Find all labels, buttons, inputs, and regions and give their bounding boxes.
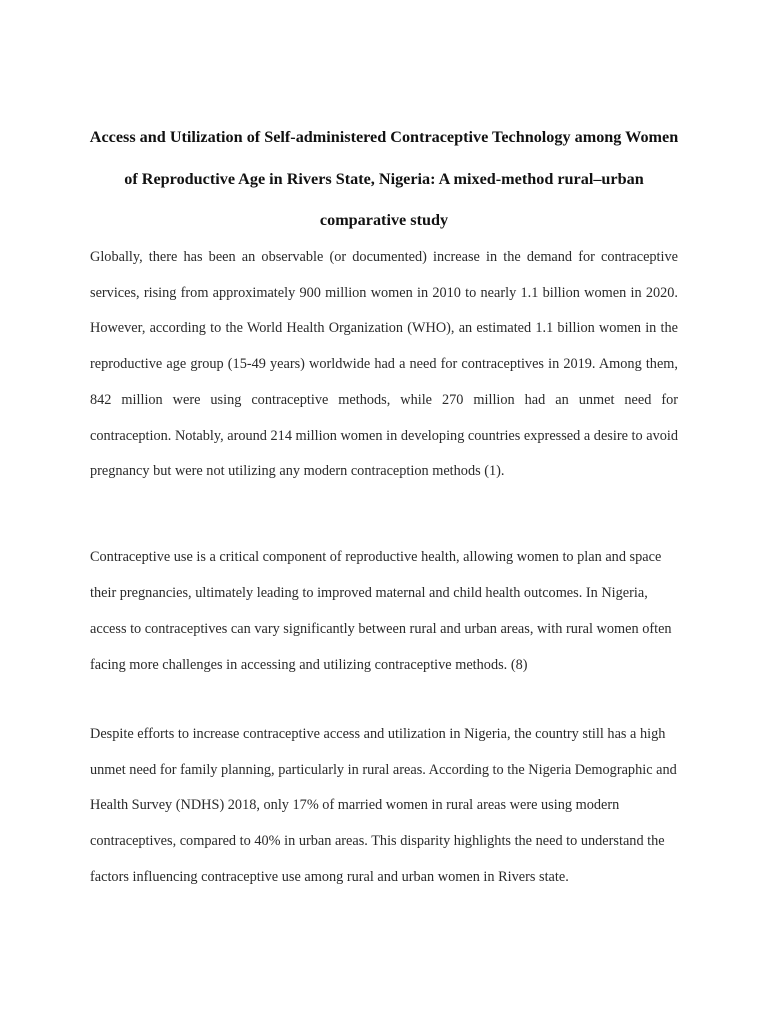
paragraph-contraceptive-use: Contraceptive use is a critical component of reproductive health, allowing women to plan and space their pregnancies, ultimately leading to improved maternal and child health outcomes. In Nigeria, access to contraceptives can vary significantly between rural and urban areas, with rural women often facing more challenges in accessing and utilizing contraceptive methods. (8) (90, 549, 672, 673)
document-title: Access and Utilization of Self-administered Contraceptive Technology among Women of Reproductive Age in Rivers State, Nigeria: A mixed-method rural–urban comparative study (89, 128, 679, 229)
paragraph-unmet-need: Despite efforts to increase contraceptive access and utilization in Nigeria, the country still has a high unmet need for family planning, particularly in rural areas. According to the Nigeria Demographic and Health Survey (NDHS) 2018, only 17% of married women in rural areas were using modern contraceptives, compared to 40% in urban areas. This disparity highlights the need to understand the factors influencing contraceptive use among rural and urban women in Rivers state. (90, 726, 677, 885)
paragraph-global-demand: Globally, there has been an observable (or documented) increase in the demand for contraceptive services, rising from approximately 900 million women in 2010 to nearly 1.1 billion women in 2020. However, according to the World Health Organization (WHO), an estimated 1.1 billion women in the reproductive age group (15-49 years) worldwide had a need for contraceptives in 2019. Among them, 842 million were using contraceptive methods, while 270 million had an unmet need for contraception. Notably, around 214 million women in developing countries expressed a desire to avoid pregnancy but were not utilizing any modern contraception methods (1). (90, 249, 678, 480)
